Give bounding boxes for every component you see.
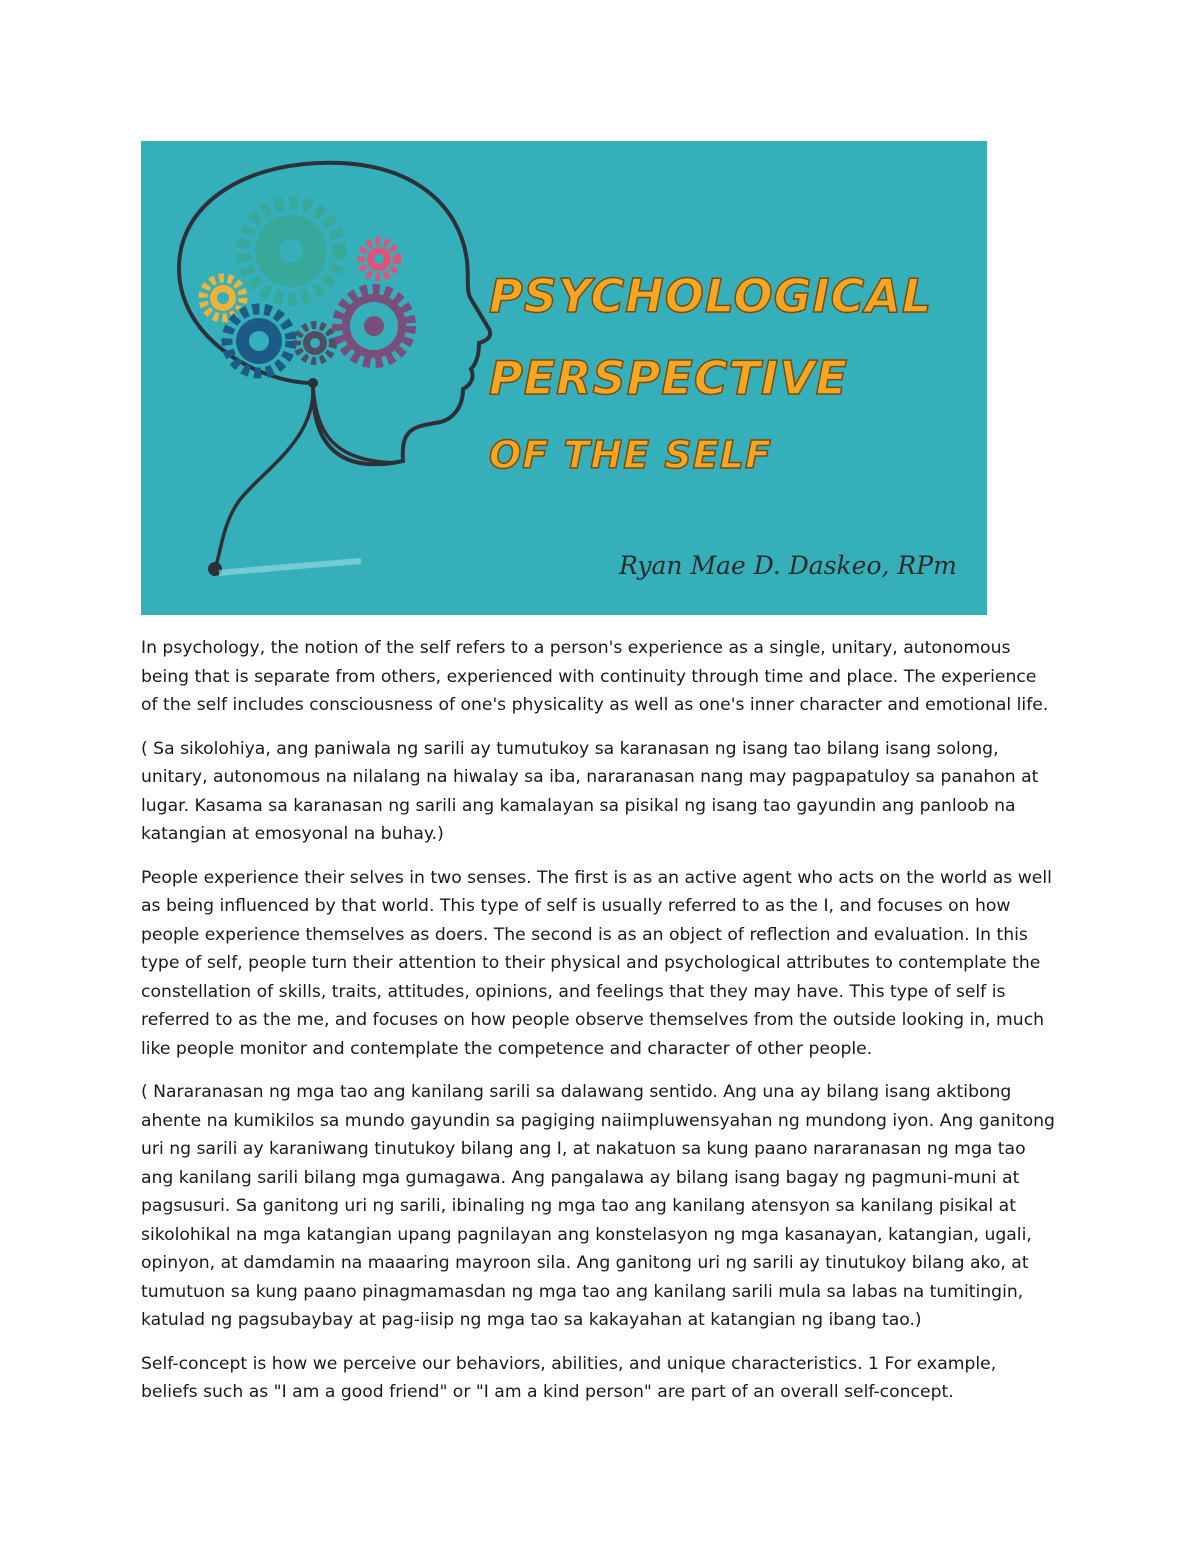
banner-author: Ryan Mae D. Daskeo, RPm xyxy=(619,551,957,580)
paragraph-1: In psychology, the notion of the self refers to a person's experience as a single, unitary, autonomous being that is separate from others, experienced with continuity through time and place. The experience of the self includes consciousness of one's physicality as well as one's inner character and emotional life. xyxy=(141,638,1049,715)
banner-title-line2: PERSPECTIVE xyxy=(489,351,849,405)
paragraph-5: Self-concept is how we perceive our behaviors, abilities, and unique characteristics. 1 For example, beliefs such as "I am a good friend" or "I am a kind person" are part of an overall self-concept. xyxy=(141,1353,997,1402)
body-text xyxy=(141,634,1056,1422)
wire-node-top xyxy=(308,378,318,388)
paragraph-4: ( Nararanasan ng mga tao ang kanilang sarili sa dalawang sentido. Ang una ay bilang isang aktibong ahente na kumikilos sa mundo gayundin sa pagiging naiimpluwensyahan ng mundong iyon. Ang ganitong uri ng sarili ay karaniwang tinutukoy bilang ang I, at nakatuon sa kung paano nararanasan ng mga tao ang kanilang sarili bilang mga gumagawa. Ang pangalawa ay bilang isang bagay ng pagmuni-muni at pagsusuri. Sa ganitong uri ng sarili, ibinaling ng mga tao ang kanilang atensyon sa kanilang pisikal at sikolohikal na mga katangian upang pagnilayan ang konstelasyon ng mga kasanayan, katangian, ugali, opinyon, at damdamin na maaaring mayroon sila. Ang ganitong uri ng sarili ay tinutukoy bilang ako, at tumutuon sa kung paano pinagmamasdan ng mga tao ang kanilang sarili mula sa labas na tumitingin, katulad ng pagsubaybay at pag-iisip ng mga tao sa kakayahan at katangian ng ibang tao.) xyxy=(141,1082,1055,1330)
gear-teal-icon xyxy=(243,203,339,299)
paragraph-3: People experience their selves in two senses. The first is as an active agent who acts on the world as well as being influenced by that world. This type of self is usually referred to as the I, and focuses on how people experience themselves as doers. The second is as an object of reflection and evaluation. In this type of self, people turn their attention to their physical and psychological attributes to contemplate the constellation of skills, traits, attitudes, opinions, and feelings that they may have. This type of self is referred to as the me, and focuses on how people observe themselves from the outside looking in, much like people monitor and contemplate the competence and character of other people. xyxy=(141,867,1052,1059)
paragraph-2: ( Sa sikolohiya, ang paniwala ng sarili ay tumutukoy sa karanasan ng isang tao bilang isang solong, unitary, autonomous na nilalang na hiwalay sa iba, nararanasan nang may pagpapatuloy sa panahon at lugar. Kasama sa karanasan ng sarili ang kamalayan sa pisikal ng isang tao gayundin ang panloob na katangian at emosyonal na buhay.) xyxy=(141,738,1039,844)
banner-title-line3: OF THE SELF xyxy=(489,433,772,477)
gear-dark-icon xyxy=(297,325,333,361)
banner-title-line1: PSYCHOLOGICAL xyxy=(489,269,933,323)
title-banner-image xyxy=(141,141,987,615)
gear-pink-icon xyxy=(361,241,397,277)
gear-yellow-icon xyxy=(203,278,243,318)
wire-line xyxy=(215,383,396,569)
gear-blue-icon xyxy=(227,309,291,373)
gear-purple-icon xyxy=(338,290,410,362)
